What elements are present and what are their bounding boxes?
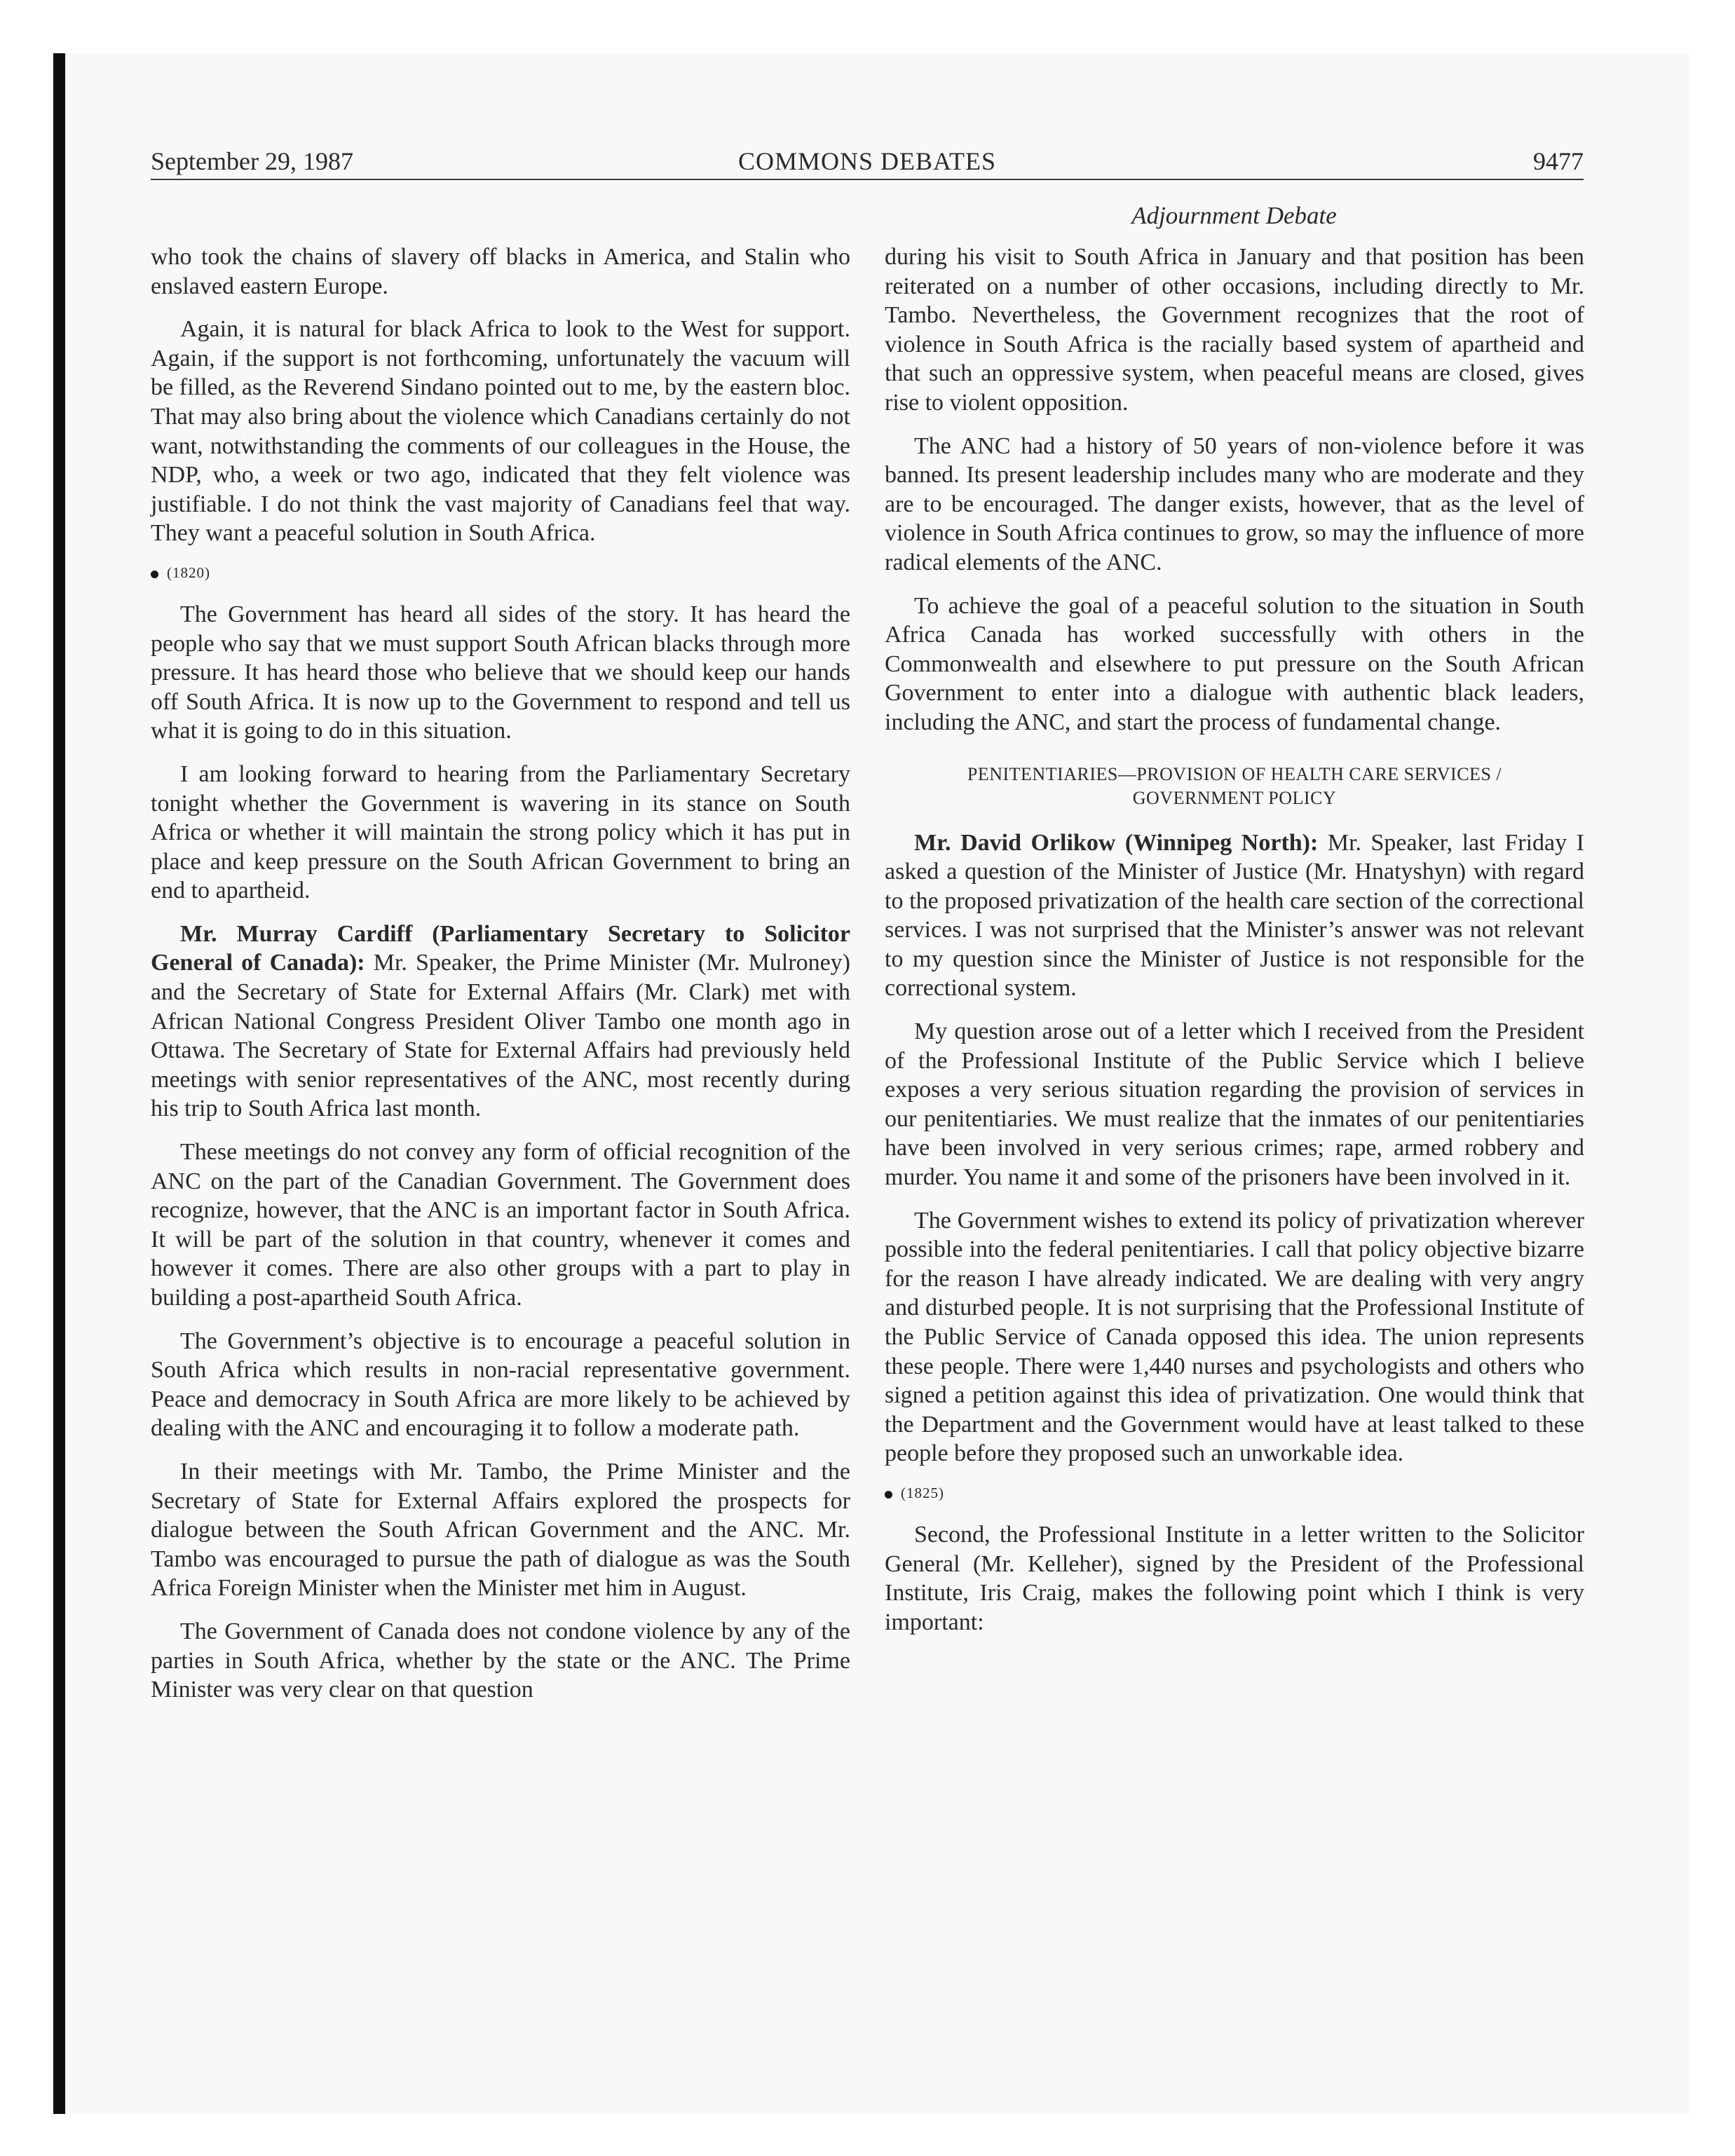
left-column bbox=[151, 243, 850, 1719]
paragraph: The Government’s objective is to encourage a peaceful solution in South Africa which results in non-racial representative government. Peace and democracy in South Africa are more likely to be achieved by dealing with the ANC and encouraging it to follow a moderate path. bbox=[151, 1328, 850, 1442]
speech-text: Mr. Speaker, last Friday I asked a question of the Minister of Justice (Mr. Hnatyshyn) with regard to the proposed privatization of the health care section of the correctional services. I was not surprised that the Minister’s answer was not relevant to my question since the Minister of Justice is not responsible for the correctional system. bbox=[885, 829, 1584, 1002]
paragraph: The Government of Canada does not condone violence by any of the parties in South Africa, whether by the state or the ANC. The Prime Minister was very clear on that question bbox=[151, 1618, 850, 1703]
scan-border bbox=[53, 53, 65, 2114]
timestamp-marker bbox=[151, 562, 850, 583]
header-date: September 29, 1987 bbox=[151, 147, 353, 175]
speaker-name: Mr. David Orlikow (Winnipeg North): bbox=[914, 829, 1319, 856]
bullet-icon bbox=[885, 1491, 892, 1499]
paragraph: These meetings do not convey any form of official recognition of the ANC on the part of the Canadian Government. The Government does recognize, however, that the ANC is an important factor in South Africa. It will be part of the solution in that country, whenever it comes and however it comes. There are also other groups with a part to play in building a post-apartheid South Africa. bbox=[151, 1139, 850, 1311]
right-column bbox=[885, 243, 1584, 1651]
paragraph: during his visit to South Africa in January and that position has been reiterated on a number of other occasions, including directly to Mr. Tambo. Nevertheless, the Government recognizes that the root of violence in South Africa is the racially based system of apartheid and that such an oppressive system, when peaceful means are closed, gives rise to violent opposition. bbox=[885, 244, 1584, 416]
paragraph: Again, it is natural for black Africa to look to the West for support. Again, if the support is not forthcoming, unfortunately the vacuum will be filled, as the Reverend Sindano pointed out to me, by the eastern bloc. That may also bring about the violence which Canadians certainly do not want, notwithstanding the comments of our colleagues in the House, the NDP, who, a week or two ago, indicated that they felt violence was justifiable. I do not think the vast majority of Canadians feel that way. They want a peaceful solution in South Africa. bbox=[151, 316, 850, 547]
paragraph: In their meetings with Mr. Tambo, the Prime Minister and the Secretary of State for External Affairs explored the prospects for dialogue between the South African Government and the ANC. Mr. Tambo was encouraged to pursue the path of dialogue as was the South Africa Foreign Minister when the Minister met him in August. bbox=[151, 1458, 850, 1602]
paragraph: The ANC had a history of 50 years of non-violence before it was banned. Its present leadership includes many who are moderate and they are to be encouraged. The danger exists, however, that as the level of violence in South Africa continues to grow, so may the influence of more radical elements of the ANC. bbox=[885, 432, 1584, 575]
subsection-heading-line: PENITENTIARIES—PROVISION OF HEALTH CARE SERVICES / bbox=[967, 763, 1502, 784]
timestamp-text: (1820) bbox=[167, 564, 210, 581]
paragraph: My question arose out of a letter which I received from the President of the Professional Institute of the Public Service which I believe exposes a very serious situation regarding the provision of services in our penitentiaries. We must realize that the inmates of our penitentiaries have been involved in very serious crimes; rape, armed robbery and murder. You name it and some of the prisoners have been involved in it. bbox=[885, 1018, 1584, 1191]
timestamp-marker bbox=[885, 1482, 1584, 1503]
header-publication: COMMONS DEBATES bbox=[737, 147, 997, 175]
speech-text: Mr. Speaker, the Prime Minister (Mr. Mulroney) and the Secretary of State for External Affairs (Mr. Clark) met with African National Congress President Oliver Tambo one month ago in Ottawa. The Secretary of State for External Affairs had previously held meetings with senior representatives of the ANC, most recently during his trip to South Africa last month. bbox=[151, 950, 850, 1122]
header-rule bbox=[151, 179, 1584, 180]
bullet-icon bbox=[151, 571, 158, 578]
paragraph: The Government has heard all sides of the story. It has heard the people who say that we must support South African blacks through more pressure. It has heard those who believe that we should keep our hands off South Africa. It is now up to the Government to respond and tell us what it is going to do in this situation. bbox=[151, 601, 850, 744]
subsection-heading bbox=[885, 763, 1584, 810]
speech-paragraph bbox=[151, 920, 850, 1124]
running-head bbox=[151, 140, 1584, 182]
section-label: Adjournment Debate bbox=[1131, 202, 1337, 229]
speaker-name: Mr. Murray Cardiff (Parliamentary Secretary to Solicitor General of Canada): bbox=[151, 920, 850, 976]
subsection-heading-line: GOVERNMENT POLICY bbox=[1132, 787, 1337, 808]
timestamp-text: (1825) bbox=[901, 1484, 944, 1501]
paragraph: who took the chains of slavery off blacks in America, and Stalin who enslaved eastern Europe. bbox=[151, 244, 850, 299]
header-page-number: 9477 bbox=[1533, 147, 1584, 175]
paragraph: The Government wishes to extend its policy of privatization wherever possible into the federal penitentiaries. I call that policy objective bizarre for the reason I have already indicated. We are dealing with very angry and disturbed people. It is not surprising that the Professional Institute of the Public Service of Canada opposed this idea. The union represents these people. There were 1,440 nurses and psychologists and others who signed a petition against this idea of privatization. One would think that the Department and the Government would have at least talked to these people before they proposed such an unworkable idea. bbox=[885, 1207, 1584, 1467]
paragraph: I am looking forward to hearing from the Parliamentary Secretary tonight whether the Government is wavering in its stance on South Africa or whether it will maintain the strong policy which it has put in place and keep pressure on the South African Government to bring an end to apartheid. bbox=[151, 760, 850, 904]
paragraph: Second, the Professional Institute in a letter written to the Solicitor General (Mr. Kelleher), signed by the President of the Professional Institute, Iris Craig, makes the following point which I think is very important: bbox=[885, 1521, 1584, 1635]
speech-paragraph bbox=[885, 828, 1584, 1004]
paragraph: To achieve the goal of a peaceful solution to the situation in South Africa Canada has worked successfully with others in the Commonwealth and elsewhere to put pressure on the South African Government to enter into a dialogue with authentic black leaders, including the ANC, and start the process of fundamental change. bbox=[885, 592, 1584, 735]
